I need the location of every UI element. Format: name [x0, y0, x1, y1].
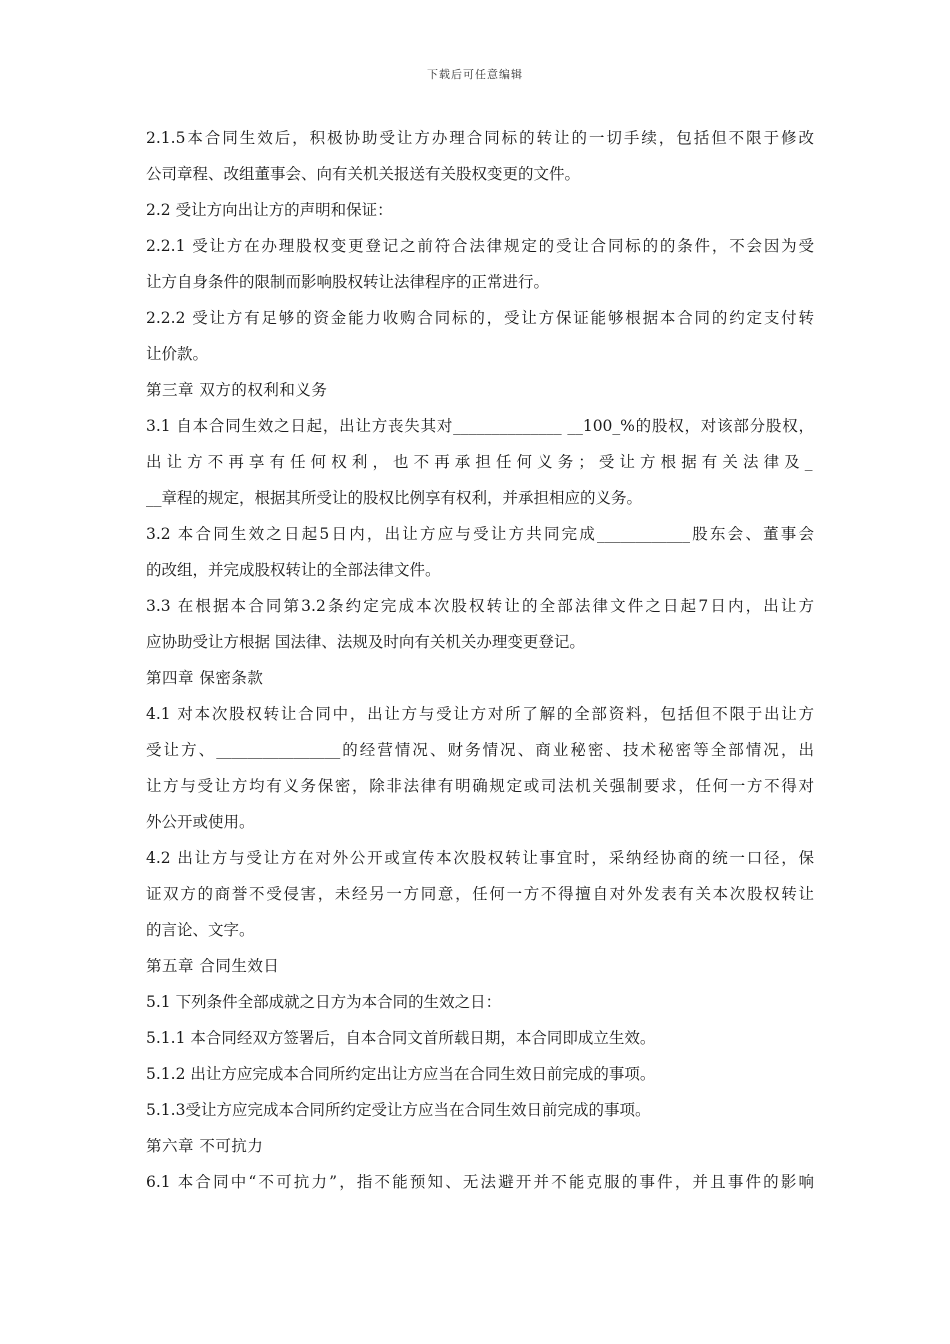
text-line: 受让方、________________的经营情况、财务情况、商业秘密、技术秘密等全部情况，出: [146, 741, 814, 759]
text-line: 5.1 下列条件全部成就之日方为本合同的生效之日：: [146, 993, 502, 1011]
text-line: 的改组，并完成股权转让的全部法律文件。: [146, 561, 441, 579]
text-line: 应协助受让方根据 国法律、法规及时向有关机关办理变更登记。: [146, 633, 585, 651]
chapter-heading: 第六章 不可抗力: [146, 1137, 264, 1155]
text-line: 让方自身条件的限制而影响股权转让法律程序的正常进行。: [146, 273, 550, 291]
text-line: 出让方不再享有任何权利，也不再承担任何义务；受让方根据有关法律及_: [146, 453, 814, 471]
contract-body: [146, 120, 814, 1200]
chapter-heading: 第三章 双方的权利和义务: [146, 381, 328, 399]
text-line: 公司章程、改组董事会、向有关机关报送有关股权变更的文件。: [146, 165, 581, 183]
text-line: 证双方的商誉不受侵害，未经另一方同意，任何一方不得擅自对外发表有关本次股权转让: [146, 885, 814, 903]
text-line: 2.1.5本合同生效后，积极协助受让方办理合同标的转让的一切手续，包括但不限于修改: [146, 129, 814, 147]
text-line: 3.3 在根据本合同第3.2条约定完成本次股权转让的全部法律文件之日起7日内，出让方: [146, 597, 814, 615]
text-line: 让方与受让方均有义务保密，除非法律有明确规定或司法机关强制要求，任何一方不得对: [146, 777, 814, 795]
text-line: 5.1.1 本合同经双方签署后，自本合同文首所载日期，本合同即成立生效。: [146, 1029, 656, 1047]
text-line: __章程的规定，根据其所受让的股权比例享有权利，并承担相应的义务。: [146, 489, 643, 507]
text-line: 5.1.3受让方应完成本合同所约定受让方应当在合同生效日前完成的事项。: [146, 1101, 651, 1119]
header-note: 下载后可任意编辑: [427, 68, 523, 81]
text-line: 外公开或使用。: [146, 813, 255, 831]
text-line: 3.2 本合同生效之日起5日内，出让方应与受让方共同完成____________股东会、董事会: [146, 525, 814, 543]
text-line: 2.2.1 受让方在办理股权变更登记之前符合法律规定的受让合同标的的条件，不会因为受: [146, 237, 814, 255]
text-line: 2.2 受让方向出让方的声明和保证：: [146, 201, 393, 219]
text-line: 4.1 对本次股权转让合同中，出让方与受让方对所了解的全部资料，包括但不限于出让方: [146, 705, 814, 723]
text-line: 让价款。: [146, 345, 209, 363]
text-line: 6.1 本合同中“不可抗力”，指不能预知、无法避开并不能克服的事件，并且事件的影响: [146, 1173, 814, 1191]
text-line: 5.1.2 出让方应完成本合同所约定出让方应当在合同生效日前完成的事项。: [146, 1065, 656, 1083]
chapter-heading: 第四章 保密条款: [146, 669, 264, 687]
text-line: 4.2 出让方与受让方在对外公开或宣传本次股权转让事宜时，采纳经协商的统一口径，保: [146, 849, 814, 867]
chapter-heading: 第五章 合同生效日: [146, 957, 280, 975]
text-line: 的言论、文字。: [146, 921, 255, 939]
text-line: 2.2.2 受让方有足够的资金能力收购合同标的，受让方保证能够根据本合同的约定支付转: [146, 309, 814, 327]
text-line: 3.1 自本合同生效之日起，出让方丧失其对______________ __100_%的股权，对该部分股权，: [146, 417, 814, 435]
